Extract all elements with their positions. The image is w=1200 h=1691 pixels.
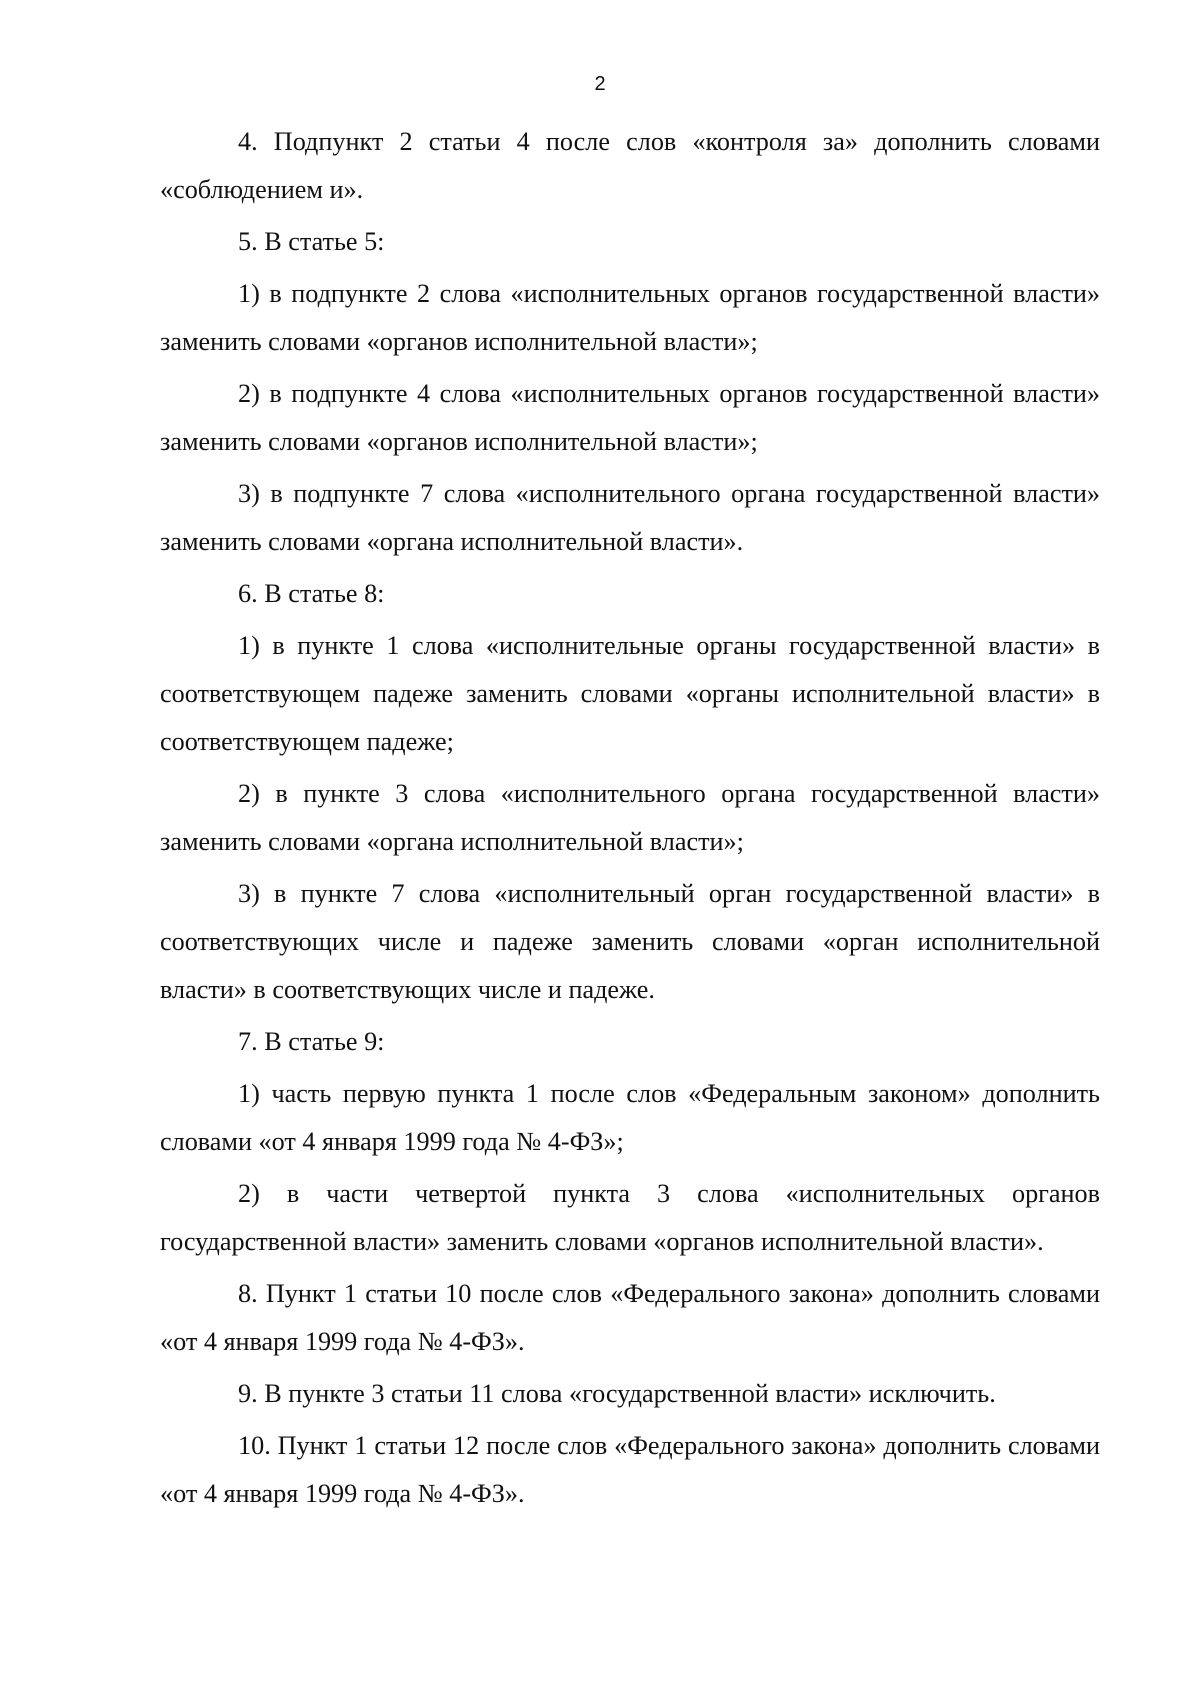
paragraph-item-5: 5. В статье 5:: [238, 227, 385, 256]
paragraph-item-4: 4. Подпункт 2 статьи 4 после слов «контроля за» дополнить словами «соблюдением и».: [160, 127, 1100, 204]
page-number: 2: [594, 73, 606, 95]
paragraph-item-6-2: 2) в пункте 3 слова «исполнительного органа государственной власти» заменить словами «органа исполнительной власти»;: [160, 779, 1100, 856]
paragraph-item-6-1: 1) в пункте 1 слова «исполнительные органы государственной власти» в соответствующем падеже заменить словами «органы исполнительной власти» в соответствующем падеже;: [160, 631, 1100, 756]
paragraph-item-6: 6. В статье 8:: [238, 579, 385, 608]
paragraph-item-8: 8. Пункт 1 статьи 10 после слов «Федерального закона» дополнить словами «от 4 января 1999 года № 4-ФЗ».: [160, 1279, 1100, 1356]
paragraph-item-5-3: 3) в подпункте 7 слова «исполнительного органа государственной власти» заменить словами «органа исполнительной власти».: [160, 479, 1100, 556]
document-body: [160, 118, 1100, 1522]
paragraph-item-5-1: 1) в подпункте 2 слова «исполнительных органов государственной власти» заменить словами «органов исполнительной власти»;: [160, 279, 1100, 356]
paragraph-item-9: 9. В пункте 3 статьи 11 слова «государственной власти» исключить.: [238, 1379, 996, 1408]
paragraph-item-7-1: 1) часть первую пункта 1 после слов «Федеральным законом» дополнить словами «от 4 января 1999 года № 4-ФЗ»;: [160, 1079, 1100, 1156]
paragraph-item-10: 10. Пункт 1 статьи 12 после слов «Федерального закона» дополнить словами «от 4 января 1999 года № 4-ФЗ».: [160, 1431, 1100, 1508]
paragraph-item-7: 7. В статье 9:: [238, 1027, 385, 1056]
paragraph-item-7-2: 2) в части четвертой пункта 3 слова «исполнительных органов государственной власти» заменить словами «органов исполнительной власти».: [160, 1179, 1100, 1256]
paragraph-item-6-3: 3) в пункте 7 слова «исполнительный орган государственной власти» в соответствующих числе и падеже заменить словами «орган исполнительной власти» в соответствующих числе и падеже.: [160, 879, 1100, 1004]
paragraph-item-5-2: 2) в подпункте 4 слова «исполнительных органов государственной власти» заменить словами «органов исполнительной власти»;: [160, 379, 1100, 456]
